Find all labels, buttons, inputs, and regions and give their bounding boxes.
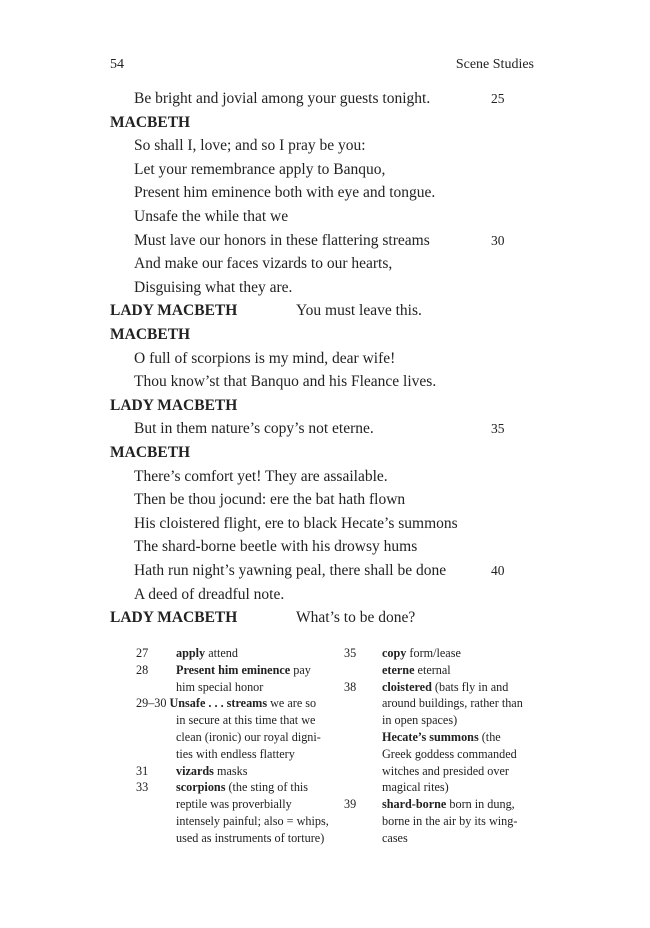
- gloss-definition: ties with endless flattery: [176, 746, 295, 761]
- gloss-term: vizards: [176, 763, 214, 778]
- gloss-definition: reptile was proverbially: [176, 797, 292, 812]
- gloss-definition: (the sting of this: [225, 780, 309, 795]
- line-number: 30: [491, 232, 505, 248]
- verse-line: Be bright and jovial among your guests tonight.: [134, 90, 431, 107]
- gloss-term: apply: [176, 646, 206, 660]
- gloss-definition: around buildings, rather than: [382, 696, 523, 711]
- gloss-term: copy: [382, 646, 407, 660]
- gloss-definition: borne in the air by its wing-: [382, 813, 518, 828]
- gloss-line-number: 38: [344, 679, 357, 694]
- gloss-term: scorpions: [176, 780, 226, 795]
- verse-line: And make our faces vizards to our hearts,: [134, 255, 393, 273]
- gloss-definition: (bats fly in and: [431, 679, 509, 694]
- gloss-term: shard-borne: [382, 797, 447, 812]
- verse-line: Let your remembrance apply to Banquo,: [134, 160, 386, 178]
- speaker-name: LADY MACBETH: [110, 609, 238, 627]
- gloss-definition: in open spaces): [382, 713, 458, 728]
- verse-line: But in them nature’s copy’s not eterne.: [134, 420, 374, 438]
- gloss-definition: witches and presided over: [382, 763, 509, 778]
- gloss-definition: eternal: [414, 662, 451, 677]
- gloss-definition: clean (ironic) our royal digni-: [176, 729, 321, 744]
- gloss-definition: cases: [382, 830, 408, 845]
- speaker-name: LADY MACBETH: [110, 396, 238, 414]
- gloss-line-number: 35: [344, 646, 357, 660]
- gloss-term: cloistered: [382, 679, 432, 694]
- gloss-line-number: 39: [344, 797, 357, 812]
- gloss-line-number: 33: [136, 780, 149, 795]
- verse-line: The shard-borne beetle with his drowsy hums: [134, 538, 418, 556]
- page-number: 54: [110, 57, 124, 72]
- gloss-term: Present him eminence: [176, 662, 291, 677]
- gloss-line-number: 28: [136, 662, 149, 677]
- verse-line: Thou know’st that Banquo and his Fleance lives.: [134, 373, 437, 391]
- gloss-definition: used as instruments of torture): [176, 830, 325, 845]
- gloss-definition: form/lease: [406, 646, 461, 660]
- speaker-name: MACBETH: [110, 326, 191, 343]
- gloss-line-number: 31: [136, 763, 149, 778]
- gloss-definition: we are so: [267, 696, 317, 711]
- gloss-definition: him special honor: [176, 679, 264, 694]
- verse-line: Unsafe the while that we: [134, 208, 289, 225]
- half-line: You must leave this.: [296, 302, 422, 320]
- gloss-definition: (the: [478, 729, 501, 744]
- verse-line: Disguising what they are.: [134, 278, 293, 296]
- speaker-name: MACBETH: [110, 113, 191, 131]
- running-title: Scene Studies: [455, 57, 534, 72]
- speaker-name: LADY MACBETH: [110, 302, 238, 320]
- verse-line: Must lave our honors in these flattering streams: [134, 231, 430, 249]
- gloss-definition: masks: [213, 763, 248, 778]
- verse-line: There’s comfort yet! They are assailable.: [134, 467, 388, 485]
- gloss-line-number: 27: [136, 646, 149, 660]
- gloss-definition: magical rites): [382, 780, 449, 795]
- speaker-name: MACBETH: [110, 444, 191, 461]
- verse-line: Present him eminence both with eye and tongue.: [134, 184, 436, 202]
- verse-line: His cloistered flight, ere to black Hecate’s summons: [134, 514, 458, 532]
- gloss-definition: born in dung,: [446, 797, 515, 812]
- gloss-term: Hecate’s summons: [382, 729, 479, 744]
- line-number: 40: [491, 563, 505, 578]
- gloss-definition: intensely painful; also = whips,: [176, 813, 329, 828]
- gloss-definition: Greek goddess commanded: [382, 746, 517, 761]
- verse-line: Hath run night’s yawning peal, there shall be done: [134, 562, 447, 579]
- verse-line: So shall I, love; and so I pray be you:: [134, 137, 366, 155]
- gloss-line-number: 29–30: [136, 696, 167, 711]
- verse-line: Then be thou jocund: ere the bat hath flown: [134, 491, 406, 509]
- gloss-definition: attend: [205, 646, 238, 660]
- verse-line: O full of scorpions is my mind, dear wife!: [134, 349, 396, 367]
- line-number: 35: [491, 421, 505, 437]
- gloss-definition: pay: [290, 662, 311, 677]
- gloss-definition: in secure at this time that we: [176, 713, 316, 728]
- line-number: 25: [491, 91, 505, 106]
- half-line: What’s to be done?: [296, 609, 416, 627]
- verse-line: A deed of dreadful note.: [134, 585, 285, 603]
- gloss-term: eterne: [382, 662, 415, 677]
- gloss-term: Unsafe . . . streams: [169, 696, 268, 711]
